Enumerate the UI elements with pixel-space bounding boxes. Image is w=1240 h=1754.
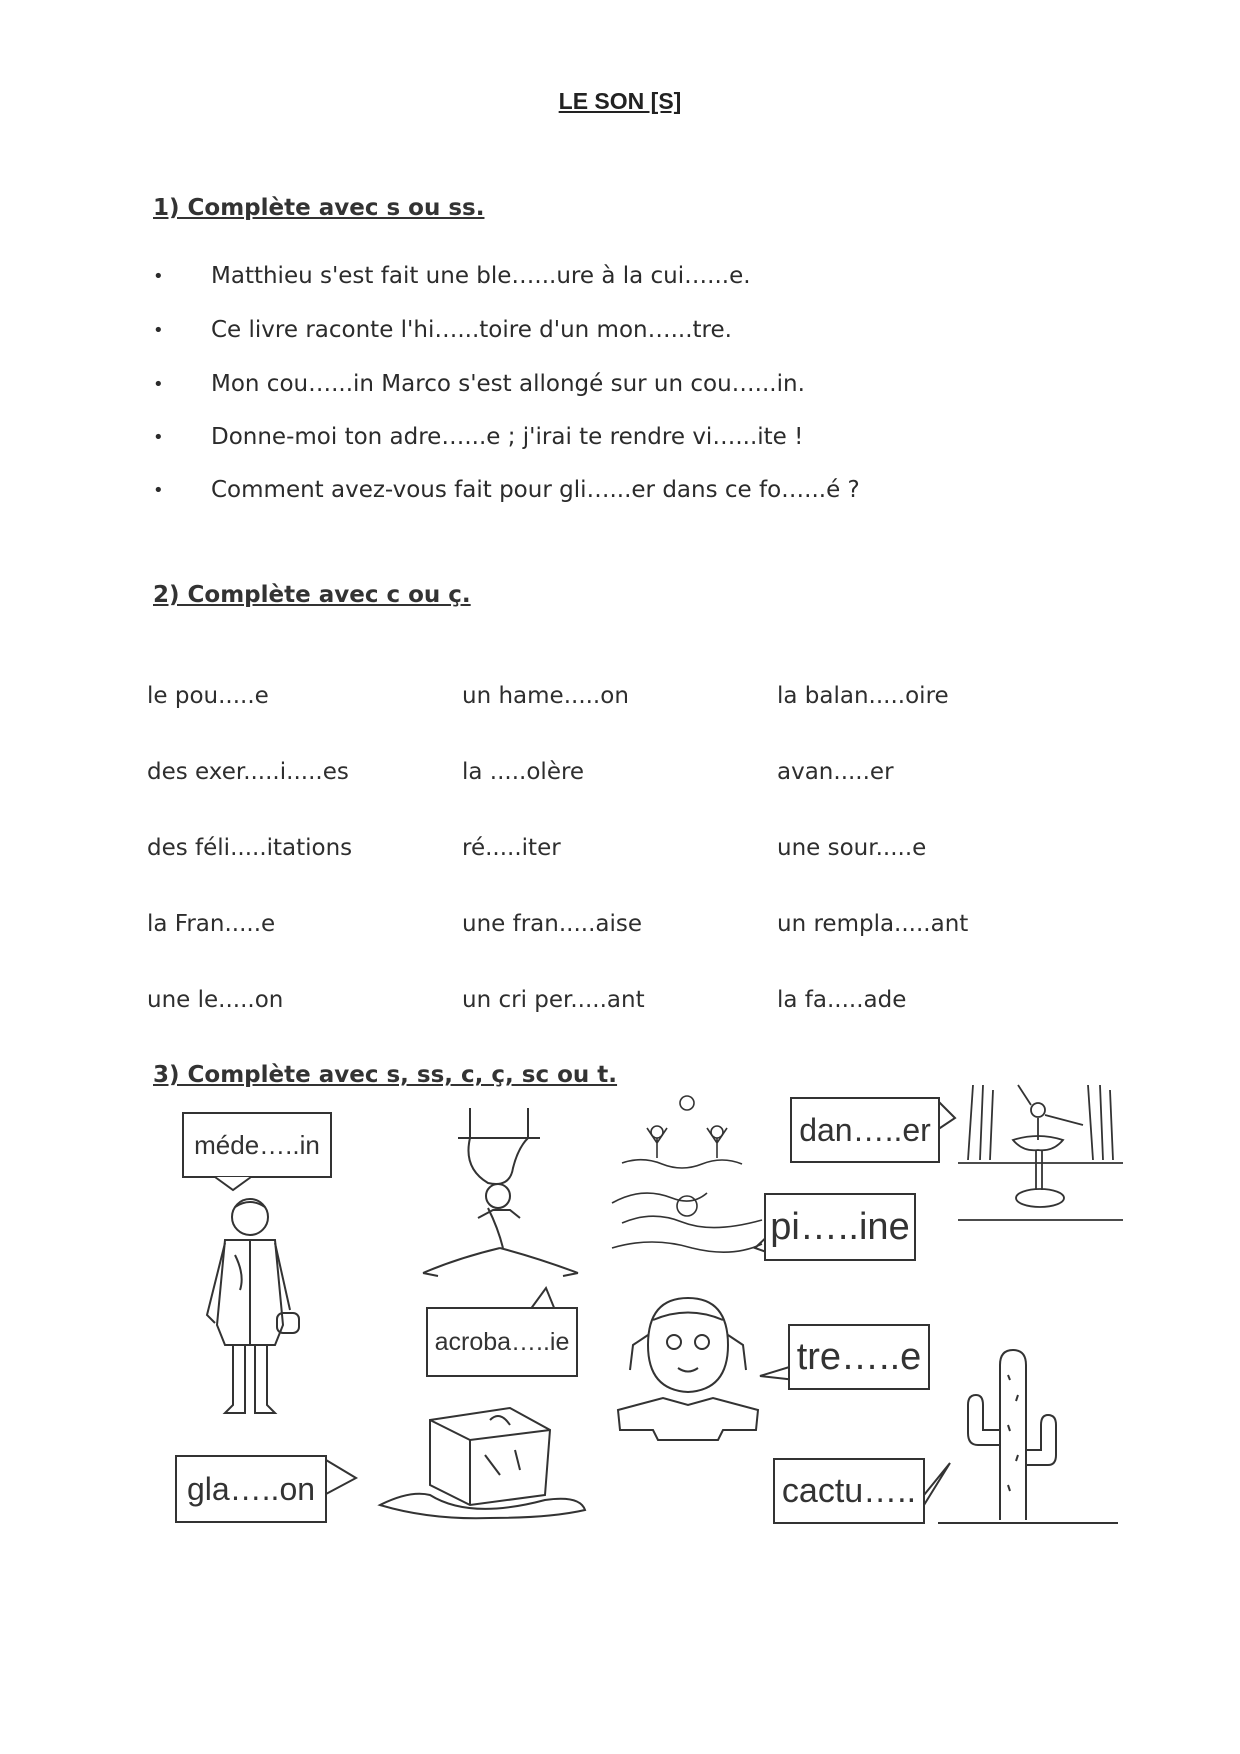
- speech-bubble-medecin: méde…..in: [182, 1112, 332, 1178]
- sentence-text: Donne-moi ton adre…...e ; j'irai te rendre vi…...ite !: [211, 424, 804, 450]
- sentence-text: Comment avez-vous fait pour gli…...er dans ce fo…...é ?: [211, 477, 860, 503]
- section-1-heading: 1) Complète avec s ou ss.: [153, 195, 485, 221]
- word-item: des féli.....itations: [147, 835, 353, 861]
- word-item: ré.....iter: [462, 835, 561, 861]
- word-item: la balan.....oire: [777, 683, 949, 709]
- sentence-text: Matthieu s'est fait une ble…...ure à la cui…...e.: [211, 263, 751, 289]
- speech-bubble-cactus: cactu…..: [773, 1458, 925, 1524]
- dancer-drawing: [958, 1080, 1123, 1225]
- girl-drawing: [608, 1290, 768, 1440]
- word-item: une le.....on: [147, 987, 284, 1013]
- word-item: la fa.....ade: [777, 987, 907, 1013]
- word-item: le pou.....e: [147, 683, 269, 709]
- sentence-text: Mon cou…...in Marco s'est allongé sur un cou…...in.: [211, 371, 805, 397]
- page-title: LE SON [S]: [558, 88, 682, 114]
- word-item: un rempla.....ant: [777, 911, 969, 937]
- ice-cube-drawing: [370, 1400, 590, 1520]
- section-2-heading: 2) Complète avec c ou ç.: [153, 582, 471, 608]
- speech-bubble-tresse: tre…..e: [788, 1324, 930, 1390]
- acrobat-drawing: [418, 1108, 578, 1288]
- word-item: une sour.....e: [777, 835, 927, 861]
- swimmers-drawing: [612, 1088, 772, 1263]
- word-item: un hame.....on: [462, 683, 629, 709]
- bullet-icon: •: [153, 265, 164, 287]
- word-item: la .....olère: [462, 759, 585, 785]
- bullet-icon: •: [153, 479, 164, 501]
- bullet-icon: •: [153, 319, 164, 341]
- doctor-drawing: [195, 1195, 305, 1420]
- speech-bubble-danser: dan…..er: [790, 1097, 940, 1163]
- word-item: avan.....er: [777, 759, 894, 785]
- bullet-icon: •: [153, 426, 164, 448]
- word-item: une fran.....aise: [462, 911, 643, 937]
- speech-bubble-glacon: gla…..on: [175, 1455, 327, 1523]
- sentence-text: Ce livre raconte l'hi…...toire d'un mon…...tre.: [211, 317, 732, 343]
- bullet-icon: •: [153, 373, 164, 395]
- section-3-heading: 3) Complète avec s, ss, c, ç, sc ou t.: [153, 1062, 618, 1088]
- word-item: la Fran.....e: [147, 911, 276, 937]
- speech-bubble-acrobatie: acroba…..ie: [426, 1307, 578, 1377]
- speech-bubble-piscine: pi…..ine: [764, 1193, 916, 1261]
- word-item: un cri per.....ant: [462, 987, 645, 1013]
- cactus-drawing: [938, 1345, 1118, 1535]
- word-item: des exer.....i.....es: [147, 759, 349, 785]
